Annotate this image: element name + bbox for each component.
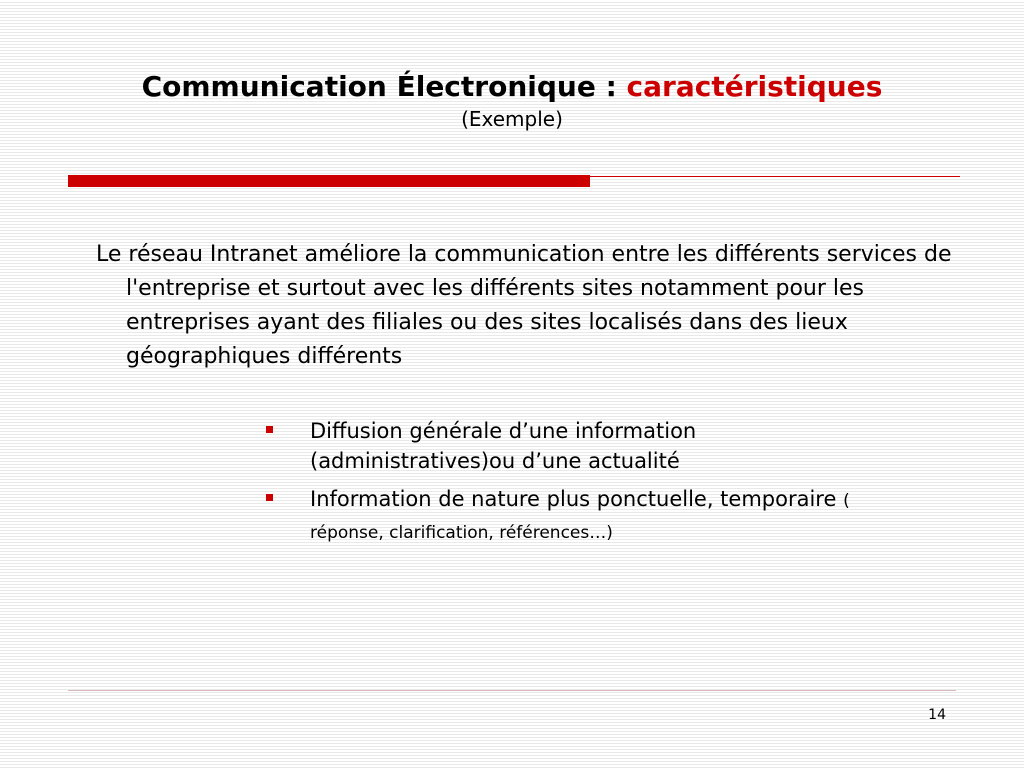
title-divider-thick <box>68 175 590 187</box>
page-number: 14 <box>928 707 946 723</box>
bullet-item <box>264 416 904 478</box>
square-bullet-icon <box>266 426 273 433</box>
title-accent: caractéristiques <box>626 70 883 103</box>
bullet-text: Information de nature plus ponctuelle, temporaire <box>310 487 844 511</box>
footer-divider <box>68 690 956 691</box>
body-paragraph: Le réseau Intranet améliore la communication entre les différents services de l'entreprise et surtout avec les différents sites notamment pour les entreprises ayant des filiales ou des sites localisés dans des lieux géographiques différents <box>96 242 952 369</box>
title-divider-thin <box>590 176 960 177</box>
bullet-text: Diffusion générale d’une information (administratives)ou d’une actualité <box>310 419 697 473</box>
title-main: Communication Électronique : <box>141 70 627 103</box>
bullet-item <box>264 484 904 548</box>
slide-subtitle: (Exemple) <box>461 107 563 131</box>
bullet-small-text: ( réponse, clarification, références…) <box>310 491 850 543</box>
slide-title <box>0 68 1024 106</box>
title-block <box>0 68 1024 132</box>
bullet-list <box>264 416 904 554</box>
square-bullet-icon <box>266 494 273 501</box>
